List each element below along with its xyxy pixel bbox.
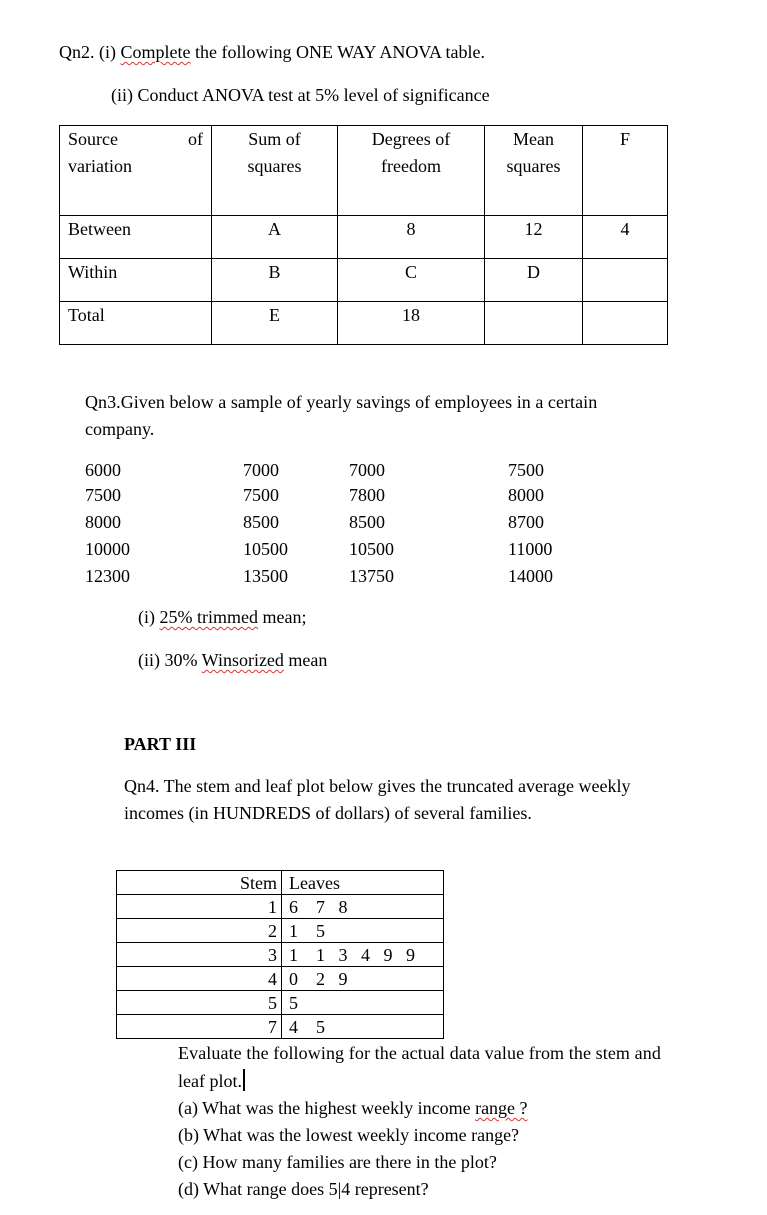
leaves-cell: 0 2 9: [282, 967, 444, 991]
leaves-header: Leaves: [282, 871, 444, 895]
savings-value: 8000: [508, 485, 544, 505]
savings-value: 7000: [243, 460, 279, 480]
stem-cell: 4: [117, 967, 282, 991]
cell-ms: D: [485, 259, 583, 302]
stem-leaf-table: [116, 870, 444, 1039]
savings-value: 8500: [349, 512, 385, 532]
leaves-cell: 1 5: [282, 919, 444, 943]
savings-value: 6000: [85, 460, 121, 480]
anova-row-total: [60, 302, 668, 345]
part-i-rest: mean;: [257, 607, 307, 627]
stem-leaf-row: [117, 895, 444, 919]
savings-value: 7000: [349, 460, 385, 480]
stem-leaf-header: [117, 871, 444, 895]
stem-cell: 2: [117, 919, 282, 943]
qn4-line1: Qn4. The stem and leaf plot below gives the truncated average weekly: [124, 776, 631, 796]
cell-ss: A: [212, 216, 338, 259]
savings-value: 7800: [349, 485, 385, 505]
cell-source: Total: [60, 302, 212, 345]
header-of-word: of: [188, 129, 203, 149]
questions-intro-line1: Evaluate the following for the actual data value from the stem and: [178, 1043, 661, 1063]
header-ms-line1: Mean: [513, 129, 554, 149]
question-a-prefix: (a) What was the highest weekly income: [178, 1098, 476, 1118]
cell-f: [583, 259, 668, 302]
cell-ss: B: [212, 259, 338, 302]
stem-leaf-row: [117, 967, 444, 991]
savings-value: 14000: [508, 566, 553, 586]
anova-header-f: [583, 126, 668, 216]
stem-leaf-row: [117, 919, 444, 943]
savings-value: 8000: [85, 512, 121, 532]
intro-line2-text: leaf plot.: [178, 1071, 242, 1091]
question-a: [178, 1098, 528, 1119]
qn3-line2: company.: [85, 419, 155, 439]
savings-value: 7500: [243, 485, 279, 505]
leaves-cell: 6 7 8: [282, 895, 444, 919]
part-i-prefix: (i): [138, 607, 160, 627]
leaves-cell: 1 1 3 4 9 9: [282, 943, 444, 967]
question-a-flag-word: range ?: [475, 1098, 528, 1118]
header-variation-word: variation: [68, 156, 132, 176]
anova-header-df: [338, 126, 485, 216]
header-df-line2: freedom: [381, 156, 441, 176]
stem-cell: 1: [117, 895, 282, 919]
savings-value: 13750: [349, 566, 394, 586]
stem-leaf-row: [117, 1015, 444, 1039]
anova-table: [59, 125, 668, 345]
qn4-line2: incomes (in HUNDREDS of dollars) of several families.: [124, 803, 532, 823]
cell-f: 4: [583, 216, 668, 259]
questions-intro-line2: [178, 1069, 245, 1092]
qn2-heading: [59, 42, 485, 63]
cell-df: C: [338, 259, 485, 302]
savings-value: 7500: [508, 460, 544, 480]
cell-df: 8: [338, 216, 485, 259]
header-ss-line1: Sum of: [248, 129, 301, 149]
cell-df: 18: [338, 302, 485, 345]
stem-header: Stem: [117, 871, 282, 895]
qn2-subpart: (ii) Conduct ANOVA test at 5% level of significance: [111, 85, 490, 105]
qn2-prefix: Qn2. (i): [59, 42, 121, 62]
stem-cell: 5: [117, 991, 282, 1015]
savings-value: 10000: [85, 539, 130, 559]
question-d: (d) What range does 5|4 represent?: [178, 1179, 429, 1199]
cell-f: [583, 302, 668, 345]
part-iii-title: PART III: [124, 734, 197, 754]
header-f: F: [619, 129, 630, 149]
savings-value: 11000: [508, 539, 553, 559]
qn3-part-ii: [138, 650, 327, 671]
cell-source: Between: [60, 216, 212, 259]
header-source-word: Source: [68, 129, 118, 149]
qn3-part-i: [138, 607, 306, 628]
header-df-line1: Degrees of: [371, 129, 451, 149]
qn2-rest: the following ONE WAY ANOVA table.: [190, 42, 485, 62]
anova-row-between: [60, 216, 668, 259]
part-ii-flag-word: Winsorized: [201, 650, 284, 670]
savings-value: 13500: [243, 566, 288, 586]
part-i-flag-word: 25% trimmed: [159, 607, 258, 627]
text-cursor: [243, 1069, 245, 1091]
cell-ms: [485, 302, 583, 345]
savings-value: 7500: [85, 485, 121, 505]
anova-header-source: [60, 126, 212, 216]
savings-value: 12300: [85, 566, 130, 586]
savings-value: 8700: [508, 512, 544, 532]
anova-header-ss: [212, 126, 338, 216]
savings-value: 8500: [243, 512, 279, 532]
question-c: (c) How many families are there in the plot?: [178, 1152, 497, 1172]
question-b: (b) What was the lowest weekly income range?: [178, 1125, 520, 1145]
anova-header-ms: [485, 126, 583, 216]
part-ii-rest: mean: [283, 650, 328, 670]
savings-value: 10500: [243, 539, 288, 559]
cell-ms: 12: [485, 216, 583, 259]
leaves-cell: 4 5: [282, 1015, 444, 1039]
stem-cell: 7: [117, 1015, 282, 1039]
part-ii-prefix: (ii) 30%: [138, 650, 202, 670]
header-ms-line2: squares: [506, 156, 561, 176]
qn2-spell-flag-word: Complete: [120, 42, 191, 62]
stem-cell: 3: [117, 943, 282, 967]
cell-ss: E: [212, 302, 338, 345]
header-ss-line2: squares: [247, 156, 302, 176]
anova-header-row: [60, 126, 668, 216]
anova-row-within: [60, 259, 668, 302]
stem-leaf-row: [117, 943, 444, 967]
leaves-cell: 5: [282, 991, 444, 1015]
cell-source: Within: [60, 259, 212, 302]
savings-value: 10500: [349, 539, 394, 559]
stem-leaf-row: [117, 991, 444, 1015]
qn3-line1: Qn3.Given below a sample of yearly savings of employees in a certain: [85, 392, 598, 412]
